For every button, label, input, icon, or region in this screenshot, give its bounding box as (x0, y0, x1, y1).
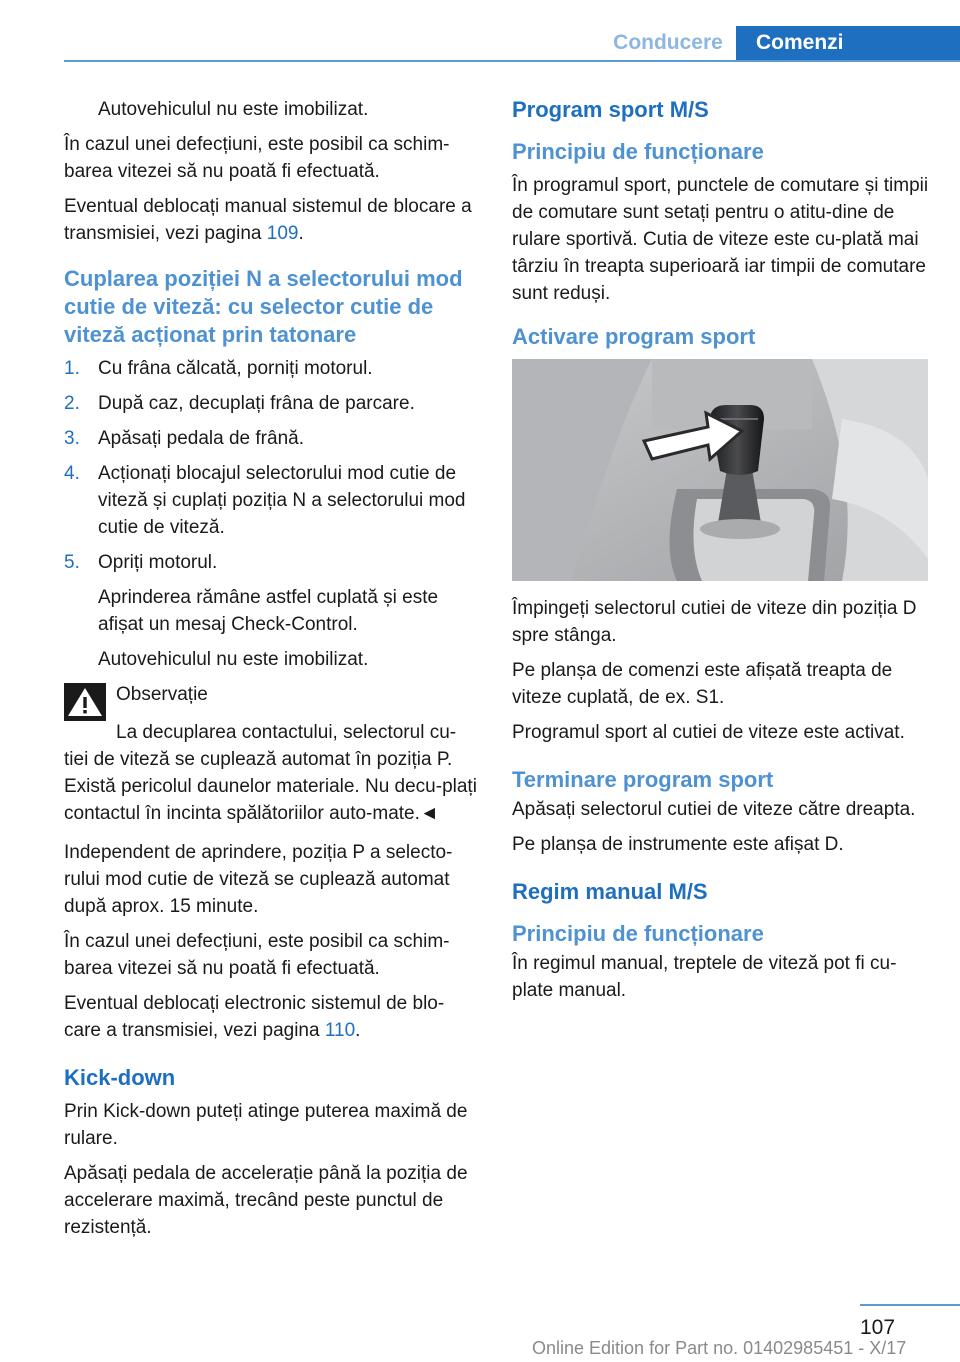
subsection-heading: Terminare program sport (512, 767, 774, 792)
step-list (64, 355, 480, 673)
list-item: 5. Opriți motorul. Aprinderea rămâne astfel cuplată și este afișat un mesaj Check-Control. Autovehiculul nu este imobilizat. (64, 549, 480, 673)
paragraph: Independent de aprindere, poziția P a selecto-rului mod cutie de viteză se cuplează automat după aprox. 15 minute. (64, 842, 453, 917)
section-heading: Cuplarea poziției N a selectorului mod cutie de viteză: cu selector cutie de viteză acționat prin tatonare (64, 266, 463, 347)
paragraph: Apăsați selectorul cutiei de viteze către dreapta. (512, 799, 916, 820)
list-item: 2. După caz, decuplați frâna de parcare. (64, 393, 415, 414)
step-note: Aprinderea rămâne astfel cuplată și este afișat un mesaj Check-Control. (98, 587, 439, 635)
warning-icon (64, 683, 106, 721)
subsection-heading: Activare program sport (512, 324, 756, 349)
subsection-heading: Principiu de funcționare (512, 921, 764, 946)
right-column (512, 96, 932, 1012)
warning-note (64, 681, 480, 725)
left-column (64, 96, 480, 1249)
tab-comenzi[interactable]: Comenzi (736, 26, 960, 62)
paragraph: În cazul unei defecțiuni, este posibil ca schim-barea vitezei să nu poată fi efectuată. (64, 931, 450, 979)
edition-note: Online Edition for Part no. 01402985451 - X/17 (532, 1338, 907, 1358)
paragraph: Eventual deblocați electronic sistemul de blo-care a transmisiei, vezi pagina 110. (64, 993, 445, 1041)
page-number: 107 (860, 1316, 896, 1339)
list-item: 4. Acționați blocajul selectorului mod cutie de viteză și cuplați poziția N a selectorului mod cutie de viteză. (64, 463, 466, 538)
paragraph: Pe planșa de instrumente este afișat D. (512, 834, 844, 855)
paragraph: În cazul unei defecțiuni, este posibil ca schim-barea vitezei să nu poată fi efectuată. (64, 134, 450, 182)
paragraph: Apăsați pedala de accelerație până la poziția de accelerare maximă, trecând peste punctul de rezistență. (64, 1163, 468, 1238)
paragraph: Programul sport al cutiei de viteze este activat. (512, 722, 905, 743)
paragraph: În regimul manual, treptele de viteză pot fi cu-plate manual. (512, 953, 897, 1001)
paragraph: În programul sport, punctele de comutare și timpii de comutare sunt setați pentru o atitu-dine de rulare sportivă. Cutia de viteze este cu-plată mai târziu în treapta superioară iar timpii de comutare sunt reduși. (512, 175, 929, 304)
page-link-110[interactable]: 110 (324, 1020, 356, 1041)
header-rule (64, 60, 960, 62)
list-item: 3. Apăsați pedala de frână. (64, 428, 304, 449)
section-heading: Regim manual M/S (512, 879, 708, 904)
footer-rule (860, 1304, 960, 1306)
list-item: 1. Cu frâna călcată, porniți motorul. (64, 358, 373, 379)
gear-selector-photo (512, 359, 928, 581)
section-heading: Program sport M/S (512, 97, 709, 122)
section-heading: Kick-down (64, 1065, 176, 1090)
paragraph: Autovehiculul nu este imobilizat. (98, 99, 369, 120)
paragraph: Eventual deblocați manual sistemul de blocare a transmisiei, vezi pagina 109. (64, 196, 472, 244)
note-title: Observație (116, 684, 208, 705)
paragraph: Împingeți selectorul cutiei de viteze din poziția D spre stânga. (512, 598, 917, 646)
tab-conducere[interactable]: Conducere (613, 31, 723, 54)
paragraph: Prin Kick-down puteți atinge puterea maximă de rulare. (64, 1101, 468, 1149)
page-link-109[interactable]: 109 (266, 223, 299, 244)
note-text: La decuplarea contactului, selectorul cu-tiei de viteză se cuplează automat în poziția P. Există pericolul daunelor materiale. Nu decu-plați contactul în incinta spălătoriilor auto-mate.◄ (64, 722, 477, 824)
paragraph: Pe planșa de comenzi este afișată treapta de viteze cuplată, de ex. S1. (512, 660, 893, 708)
step-note: Autovehiculul nu este imobilizat. (98, 649, 369, 670)
subsection-heading: Principiu de funcționare (512, 139, 764, 164)
